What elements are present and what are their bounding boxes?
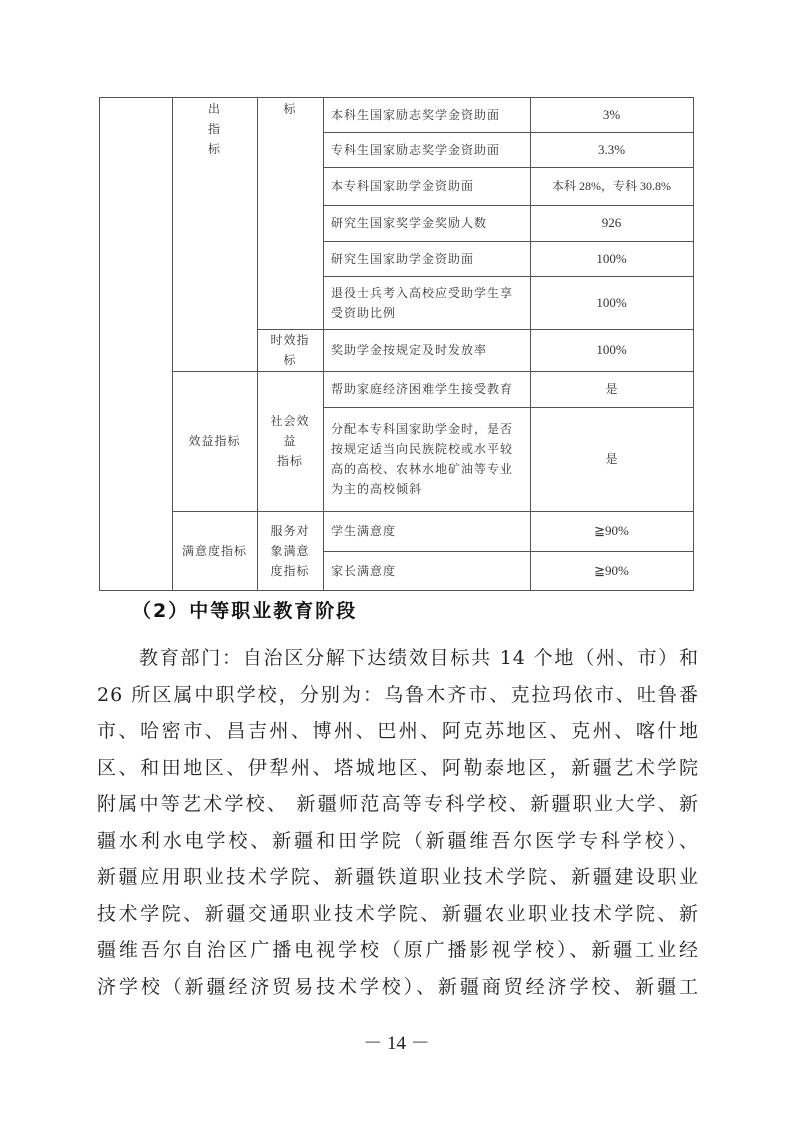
label-line: 度指标 (270, 564, 310, 578)
page-number: － 14 － (363, 1033, 430, 1054)
paragraph-line: 附属中等艺术学校、 新疆师范高等专科学校、新疆职业大学、新 (97, 793, 699, 815)
value-cell: 是 (605, 452, 618, 466)
label-line: 时效指 (270, 333, 310, 347)
indicator-cell: 帮助家庭经济困难学生接受教育 (331, 382, 514, 396)
label-line: 服务对 (270, 524, 310, 538)
paragraph-line: 教育部门：自治区分解下达绩效目标共 14 个地（州、市）和 (139, 647, 699, 669)
paragraph-line: 市、哈密市、昌吉州、博州、巴州、阿克苏地区、克州、喀什地 (97, 720, 699, 742)
label-line: 象满意 (270, 544, 310, 558)
paragraph-line: 区、和田地区、伊犁州、塔城地区、阿勒泰地区，新疆艺术学院 (97, 756, 699, 779)
indicator-line: 受资助比例 (331, 305, 397, 320)
social-benefit-label (257, 371, 323, 511)
performance-indicator-table (99, 97, 694, 591)
indicator-cell: 专科生国家励志奖学金资助面 (331, 142, 501, 157)
body-paragraph (97, 640, 699, 1005)
label-line: 指标 (276, 454, 303, 468)
value-cell: 本科 28%，专科 30.8% (552, 179, 671, 193)
value-cell: ≧90% (594, 562, 629, 578)
table-border-right (693, 97, 694, 591)
indicator-cell (323, 276, 530, 329)
label-line: 益 (283, 434, 297, 448)
paragraph-line: 新疆应用职业技术学院、新疆铁道职业技术学院、新疆建设职业 (97, 866, 699, 888)
timeliness-indicator-label (257, 329, 323, 371)
output-indicator-label (172, 99, 257, 169)
indicator-cell: 本科生国家励志奖学金资助面 (331, 107, 501, 122)
value-cell: 926 (601, 215, 622, 230)
indicator-line: 为主的高校倾斜 (331, 482, 423, 496)
value-cell: 3.3% (597, 141, 626, 157)
value-cell: 3% (602, 106, 621, 122)
value-cell: 100% (596, 342, 627, 357)
paragraph-line: 疆水利水电学校、新疆和田学院（新疆维吾尔医学专科学校）、 (97, 829, 699, 852)
indicator-line: 退役士兵考入高校应受助学生享 (331, 285, 514, 300)
indicator-cell: 研究生国家奖学金奖励人数 (331, 216, 488, 230)
paragraph-line: 技术学院、新疆交通职业技术学院、新疆农业职业技术学院、新 (97, 902, 699, 925)
indicator-line: 高的高校、农林水地矿油等专业 (331, 462, 514, 476)
indicator-cell: 家长满意度 (331, 563, 397, 578)
indicator-cell: 研究生国家助学金资助面 (331, 251, 475, 266)
benefit-indicator-label: 效益指标 (188, 434, 241, 448)
paragraph-line: 济学校（新疆经济贸易技术学校）、新疆商贸经济学校、新疆工 (97, 975, 699, 998)
quality-indicator-text: 标 (283, 102, 297, 116)
quality-indicator-label (257, 99, 323, 129)
indicator-cell: 奖助学金按规定及时发放率 (331, 343, 488, 357)
value-cell: 是 (605, 382, 618, 396)
label-line: 标 (283, 353, 297, 367)
value-cell: ≧90% (594, 523, 629, 538)
label-line: 社会效 (270, 414, 310, 428)
table-border-left (99, 97, 100, 591)
indicator-cell (323, 407, 530, 511)
satisfaction-indicator-label: 满意度指标 (181, 544, 247, 558)
paragraph-line: 26 所区属中职学校，分别为：乌鲁木齐市、克拉玛依市、吐鲁番 (97, 683, 699, 706)
service-satisfaction-label (257, 511, 323, 591)
indicator-cell: 本专科国家助学金资助面 (331, 179, 475, 193)
section-heading: （2）中等职业教育阶段 (132, 600, 358, 622)
value-cell: 100% (596, 294, 627, 310)
indicator-line: 按规定适当向民族院校或水平较 (331, 442, 514, 456)
output-indicator-text: 出 指 标 (207, 102, 221, 156)
paragraph-line: 疆维吾尔自治区广播电视学校（原广播影视学校）、新疆工业经 (97, 939, 699, 961)
indicator-cell: 学生满意度 (331, 524, 397, 538)
value-cell: 100% (596, 250, 627, 266)
indicator-line: 分配本专科国家助学金时，是否 (331, 422, 514, 436)
